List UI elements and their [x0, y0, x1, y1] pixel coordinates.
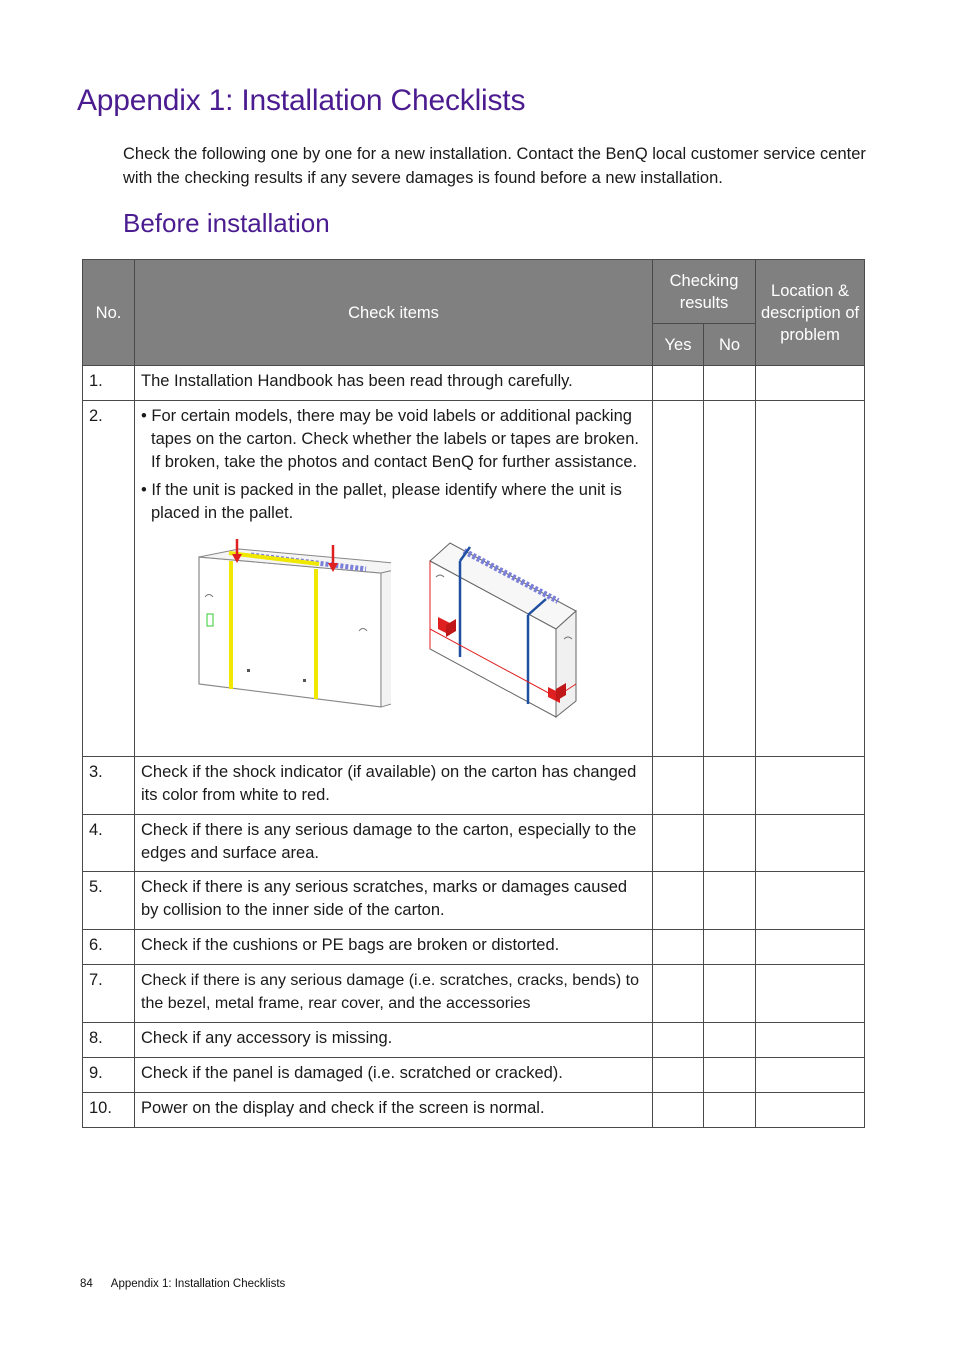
row-number: 1. — [83, 366, 135, 401]
carton-figures — [141, 539, 646, 729]
no-checkbox-cell[interactable] — [704, 1058, 756, 1093]
bullet-item: • For certain models, there may be void labels or additional packing tapes on the carton. Check whether the labels or tapes are broken. If broken, take the photos and contact BenQ for further assistance. — [141, 407, 639, 471]
checklist-table — [82, 259, 865, 1128]
header-yes: Yes — [653, 324, 704, 366]
location-cell[interactable] — [756, 401, 865, 757]
row-text: Power on the display and check if the screen is normal. — [135, 1093, 653, 1128]
page-footer — [80, 1278, 285, 1290]
location-cell[interactable] — [756, 965, 865, 1023]
no-checkbox-cell[interactable] — [704, 757, 756, 815]
row-number: 5. — [83, 872, 135, 930]
header-checking-results: Checking results — [653, 260, 756, 324]
header-location: Location & description of problem — [756, 260, 865, 366]
yes-checkbox-cell[interactable] — [653, 1058, 704, 1093]
yes-checkbox-cell[interactable] — [653, 366, 704, 401]
row-text: Check if the cushions or PE bags are broken or distorted. — [135, 930, 653, 965]
table-row — [83, 1023, 865, 1058]
row-number: 8. — [83, 1023, 135, 1058]
bullet-item: • If the unit is packed in the pallet, please identify where the unit is placed in the pallet. — [141, 481, 622, 522]
table-row — [83, 757, 865, 815]
table-row — [83, 930, 865, 965]
yes-checkbox-cell[interactable] — [653, 815, 704, 872]
table-row — [83, 1093, 865, 1128]
location-cell[interactable] — [756, 930, 865, 965]
location-cell[interactable] — [756, 366, 865, 401]
no-checkbox-cell[interactable] — [704, 815, 756, 872]
yes-checkbox-cell[interactable] — [653, 872, 704, 930]
table-row — [83, 965, 865, 1023]
yes-checkbox-cell[interactable] — [653, 930, 704, 965]
table-row — [83, 366, 865, 401]
no-checkbox-cell[interactable] — [704, 366, 756, 401]
yes-checkbox-cell[interactable] — [653, 965, 704, 1023]
table-row — [83, 815, 865, 872]
row-number: 4. — [83, 815, 135, 872]
row-text: Check if there is any serious scratches, marks or damages caused by collision to the inner side of the carton. — [135, 872, 653, 930]
row-number: 7. — [83, 965, 135, 1023]
page-title: Appendix 1: Installation Checklists — [77, 84, 526, 117]
row-text: Check if the shock indicator (if available) on the carton has changed its color from white to red. — [135, 757, 653, 815]
page-number: 84 — [80, 1278, 93, 1290]
no-checkbox-cell[interactable] — [704, 1093, 756, 1128]
table-row — [83, 401, 865, 757]
yes-checkbox-cell[interactable] — [653, 757, 704, 815]
section-title: Before installation — [123, 208, 330, 238]
table-row — [83, 1058, 865, 1093]
intro-paragraph: Check the following one by one for a new installation. Contact the BenQ local customer service center with the checking results if any severe damages is found before a new installation. — [123, 145, 866, 187]
location-cell[interactable] — [756, 1058, 865, 1093]
row-number: 3. — [83, 757, 135, 815]
row-text: Check if any accessory is missing. — [135, 1023, 653, 1058]
row-text: Check if there is any serious damage to the carton, especially to the edges and surface area. — [135, 815, 653, 872]
row-text: The Installation Handbook has been read through carefully. — [135, 366, 653, 401]
row-number: 2. — [83, 401, 135, 757]
yes-checkbox-cell[interactable] — [653, 1023, 704, 1058]
yes-checkbox-cell[interactable] — [653, 1093, 704, 1128]
no-checkbox-cell[interactable] — [704, 930, 756, 965]
row-content — [135, 401, 653, 757]
table-row — [83, 872, 865, 930]
yes-checkbox-cell[interactable] — [653, 401, 704, 757]
location-cell[interactable] — [756, 815, 865, 872]
row-number: 10. — [83, 1093, 135, 1128]
location-cell[interactable] — [756, 872, 865, 930]
location-cell[interactable] — [756, 757, 865, 815]
no-checkbox-cell[interactable] — [704, 872, 756, 930]
row-text: Check if the panel is damaged (i.e. scratched or cracked). — [135, 1058, 653, 1093]
header-no: No. — [83, 260, 135, 366]
no-checkbox-cell[interactable] — [704, 965, 756, 1023]
location-cell[interactable] — [756, 1023, 865, 1058]
row-text: Check if there is any serious damage (i.e. scratches, cracks, bends) to the bezel, metal frame, rear cover, and the accessories — [135, 965, 653, 1023]
no-checkbox-cell[interactable] — [704, 1023, 756, 1058]
row-number: 9. — [83, 1058, 135, 1093]
header-check-items: Check items — [135, 260, 653, 366]
no-checkbox-cell[interactable] — [704, 401, 756, 757]
footer-label: Appendix 1: Installation Checklists — [110, 1278, 286, 1290]
carton-front-illustration — [191, 539, 391, 719]
header-no-answer: No — [704, 324, 756, 366]
location-cell[interactable] — [756, 1093, 865, 1128]
row-number: 6. — [83, 930, 135, 965]
carton-pallet-illustration — [426, 539, 591, 719]
